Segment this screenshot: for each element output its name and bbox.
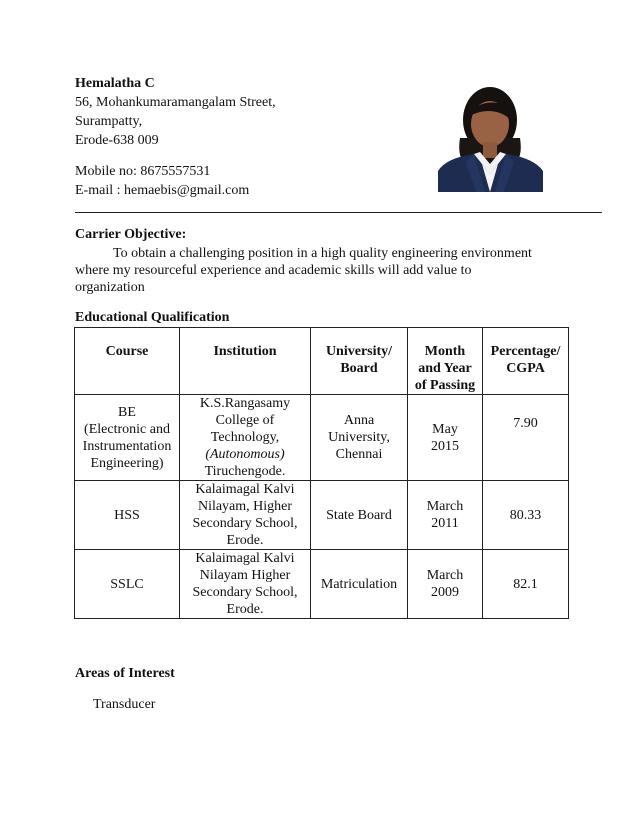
education-table [74,327,569,619]
header-month-year [408,328,483,395]
email-address: E-mail : hemaebis@gmail.com [75,183,250,198]
cell-line: College of [215,413,275,428]
cell-line: Instrumentation [82,438,172,454]
address-line-3: Erode-638 009 [75,133,159,148]
cell-line: Nilayam, Higher [197,499,293,514]
candidate-name: Hemalatha C [75,76,155,91]
course-cell: SSLC [75,550,180,619]
header-month-line: of Passing [414,378,476,393]
cell-line: Kalaimagal Kalvi [195,482,295,497]
header-course: Course [75,328,180,395]
board-cell: Matriculation [311,550,408,619]
header-month-line: and Year [418,361,472,376]
header-board-line: University/ [325,344,393,359]
address-line-2: Surampatty, [75,114,143,129]
cell-line: Erode. [226,533,264,548]
objective-heading: Carrier Objective: [75,227,187,242]
cell-line: 2011 [431,516,459,531]
cell-line: University, [328,430,390,445]
score-cell: 80.33 [483,481,569,550]
objective-text [75,245,555,296]
section-divider [75,212,602,213]
cell-line: Chennai [335,447,383,462]
objective-line-2: where my resourceful experience and academic skills will add value to [75,263,472,278]
header-board-line: Board [340,361,378,376]
cell-line: Technology, [210,430,280,445]
institution-cell [180,481,311,550]
objective-line-1: To obtain a challenging position in a high quality engineering environment [113,246,532,261]
cell-line: 2015 [431,438,459,454]
interest-item: Transducer [93,697,156,712]
table-row [75,395,569,481]
passing-cell [408,481,483,550]
header-pct-line: Percentage/ [490,344,561,359]
interests-heading: Areas of Interest [75,666,175,681]
score-cell: 7.90 [483,395,569,481]
cell-line: (Electronic and [84,421,170,437]
cell-line: Engineering) [90,455,164,471]
header-pct-line: CGPA [506,361,545,376]
course-cell [75,395,180,481]
header-month-line: Month [424,344,466,359]
cell-line: May [432,421,458,437]
cell-line: Tiruchengode. [204,464,286,479]
education-heading: Educational Qualification [75,310,230,325]
board-cell [311,395,408,481]
address-line-1: 56, Mohankumaramangalam Street, [75,95,276,110]
cell-line: BE [118,404,136,420]
table-row [75,481,569,550]
cell-line: March [426,499,464,514]
cell-line: K.S.Rangasamy [199,396,291,411]
cell-line: Kalaimagal Kalvi [195,551,295,566]
board-cell: State Board [311,481,408,550]
contact-block [75,74,276,200]
profile-photo [438,78,543,192]
institution-cell [180,550,311,619]
cell-line: Erode. [226,602,264,617]
cell-line: March [426,568,464,583]
passing-cell [408,550,483,619]
cell-line: Secondary School, [192,585,298,600]
institution-cell [180,395,311,481]
portrait-illustration [438,78,543,192]
passing-cell [408,395,483,481]
course-cell: HSS [75,481,180,550]
header-institution: Institution [180,328,311,395]
table-header-row [75,328,569,395]
cell-line: (Autonomous) [205,447,285,462]
cell-line: Anna [343,413,375,428]
cell-line: Secondary School, [192,516,298,531]
cell-line: 2009 [431,585,459,600]
table-row [75,550,569,619]
cell-line: Nilayam Higher [199,568,291,583]
header-percentage [483,328,569,395]
objective-line-3: organization [75,280,145,295]
score-cell: 82.1 [483,550,569,619]
header-board [311,328,408,395]
mobile-number: Mobile no: 8675557531 [75,164,211,179]
